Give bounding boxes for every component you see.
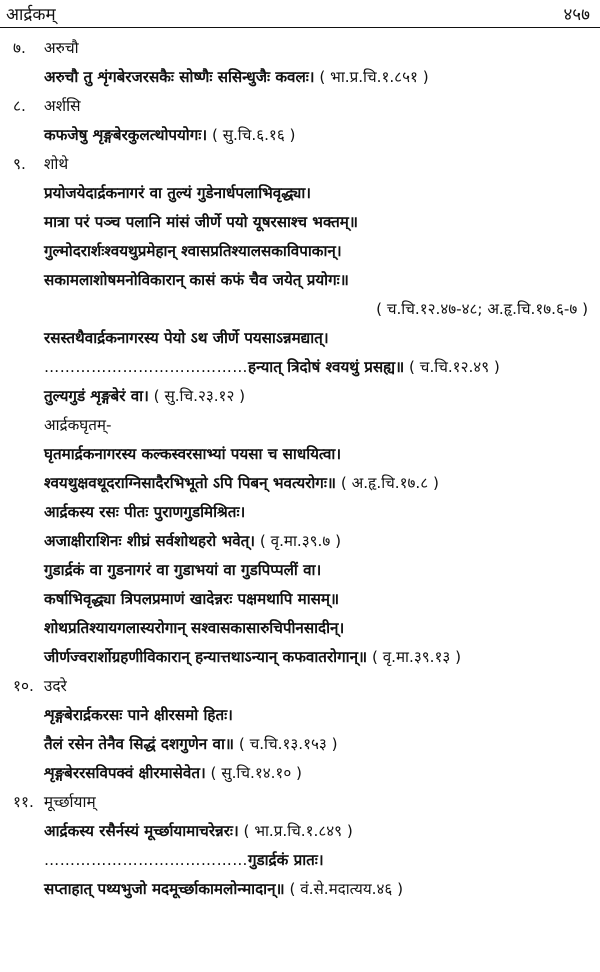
verse-line: गुल्मोदरार्शःश्वयथुप्रमेहान् श्वासप्रतिश्यालसकाविपाकान्।: [44, 242, 342, 260]
section-heading: [0, 150, 600, 179]
verse-line: रसस्तथैवार्द्रकनागरस्य पेयो ऽथ जीर्णे पयसाऽन्नमद्यात्।: [44, 329, 329, 347]
section-title: मूर्च्छायाम्: [43, 793, 96, 811]
verse-line: [0, 382, 600, 411]
verse-text: तुल्यगुडं शृङ्गबेरं वा।: [44, 387, 149, 405]
verse-line: [0, 527, 600, 556]
citation: ( च.चि.१२.४९ ): [404, 358, 500, 376]
verse-line: [0, 817, 600, 846]
text-body: [0, 34, 600, 904]
section-title: शोथे: [43, 155, 69, 173]
elision-dots: …………………………………: [44, 851, 248, 869]
verse-line-elided: [0, 353, 600, 382]
verse-line: [0, 63, 600, 92]
verse-text: आर्द्रकस्य रसैर्नस्यं मूर्च्छायामाचरेन्नरः।: [44, 822, 239, 840]
citation: ( भा.प्र.चि.१.८५१ ): [314, 68, 429, 86]
section-heading: [0, 34, 600, 63]
citation: ( वृ.मा.३९.७ ): [255, 532, 342, 550]
citation: ( सु.चि.२३.१२ ): [148, 387, 246, 405]
verse-text: श्वयथुक्षवथूदराग्निसादैरभिभूतो ऽपि पिबन् भवत्यरोगः॥: [44, 474, 337, 492]
verse-line-elided: [0, 846, 600, 875]
section-title: उदरे: [43, 677, 67, 695]
section-title: अर्शसि: [43, 97, 81, 115]
verse-text: तैलं रसेन तेनैव सिद्धं दशगुणेन वा॥: [44, 735, 234, 753]
verse-line: [0, 759, 600, 788]
running-title: आर्द्रकम्: [6, 5, 56, 25]
verse-line: प्रयोजयेदार्द्रकनागरं वा तुल्यं गुडेनार्धपलाभिवृद्ध्या।: [44, 184, 312, 202]
section-number: ९.: [13, 155, 26, 173]
verse-line: कर्षाभिवृद्ध्या त्रिपलप्रमाणं खादेन्नरः पक्षमथापि मासम्॥: [44, 590, 340, 608]
citation: ( भा.प्र.चि.१.८४९ ): [238, 822, 353, 840]
formulation-heading: आर्द्रकघृतम्-: [44, 416, 112, 434]
verse-line: शृङ्गबेरार्द्रकरसः पाने क्षीरसमो हितः।: [44, 706, 233, 724]
section-heading: [0, 92, 600, 121]
citation: ( च.चि.१३.१५३ ): [234, 735, 338, 753]
citation: ( वं.से.मदात्यय.४६ ): [284, 880, 404, 898]
verse-text: अजाक्षीराशिनः शीघ्रं सर्वशोथहरो भवेत्।: [44, 532, 256, 550]
citation: ( च.चि.१२.४७-४८; अ.हृ.चि.१७.६-७ ): [376, 300, 588, 318]
header-rule: [0, 27, 600, 28]
verse-line: आर्द्रकस्य रसः पीतः पुराणगुडमिश्रितः।: [44, 503, 246, 521]
citation: ( सु.चि.१४.१० ): [205, 764, 302, 782]
verse-line: गुडार्द्रकं वा गुडनागरं वा गुडाभयां वा गुडपिप्पलीं वा।: [44, 561, 322, 579]
verse-line: [0, 730, 600, 759]
verse-line: [0, 121, 600, 150]
page-number: ४५७: [563, 5, 590, 25]
section-number: १०.: [13, 677, 34, 695]
running-header: [4, 2, 590, 26]
verse-line: मात्रा परं पञ्च पलानि मांसं जीर्णे पयो यूषरसाश्च भक्तम्॥: [44, 213, 358, 231]
verse-line: [0, 875, 600, 904]
verse-text: अरुचौ तु शृंगबेरजरसकैः सोष्णैः ससिन्धुजैः कवलः।: [44, 68, 315, 86]
citation: ( अ.हृ.चि.१७.८ ): [336, 474, 439, 492]
citation: ( वृ.मा.३९.१३ ): [367, 648, 461, 666]
section-heading: [0, 672, 600, 701]
verse-line: [0, 643, 600, 672]
section-number: ७.: [13, 39, 26, 57]
section-number: ११.: [13, 793, 34, 811]
verse-text: जीर्णज्वरार्शोग्रहणीविकारान् हन्यात्तथाऽन्यान् कफवातरोगान्॥: [44, 648, 368, 666]
verse-text: शृङ्गबेररसविपक्वं क्षीरमासेवेत।: [44, 764, 206, 782]
verse-line: सकामलाशोषमनोविकारान् कासं कफं चैव जयेत् प्रयोगः॥: [44, 271, 349, 289]
elision-dots: …………………………………: [44, 358, 248, 376]
section-number: ८.: [13, 97, 26, 115]
verse-line: घृतमार्द्रकनागरस्य कल्कस्वरसाभ्यां पयसा च साधयित्वा।: [44, 445, 342, 463]
citation: ( सु.चि.६.१६ ): [207, 126, 296, 144]
verse-text: सप्ताहात् पथ्यभुजो मदमूर्च्छाकामलोन्मादान्॥: [44, 880, 285, 898]
verse-text: हन्यात् त्रिदोषं श्वयथुं प्रसह्य॥: [247, 358, 405, 376]
verse-text: गुडार्द्रकं प्रातः।: [247, 851, 324, 869]
section-heading: [0, 788, 600, 817]
verse-line: [0, 469, 600, 498]
verse-text: कफजेषु शृङ्गबेरकुलत्थोपयोगः।: [44, 126, 208, 144]
verse-line: शोथप्रतिश्यायगलास्यरोगान् सश्वासकासारुचिपीनसादीन्।: [44, 619, 345, 637]
section-title: अरुचौ: [43, 39, 79, 57]
